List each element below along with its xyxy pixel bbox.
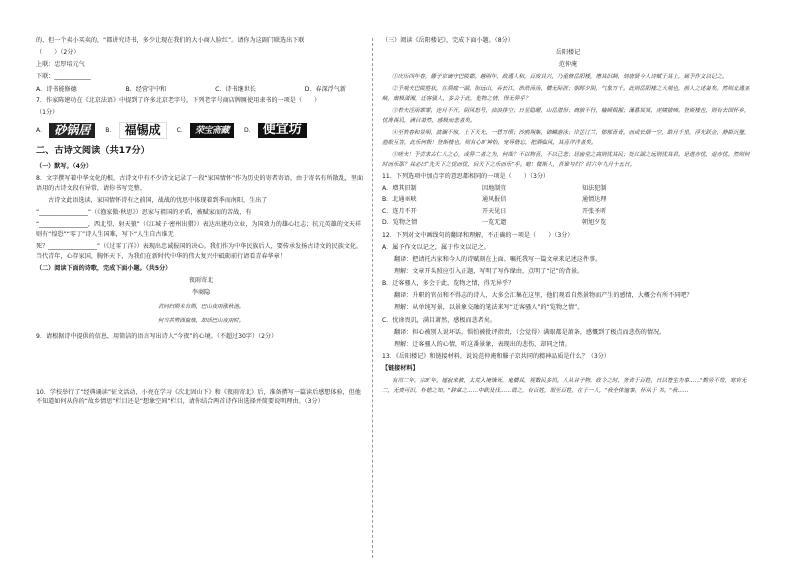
q8-line-4: 死？________________”（《过零丁洋》）表现出忠诚报国的决心。我们作为中华民族后人，要传承发扬古诗文的民族文化，当代青年，心存家国，胸怀天下，为我们在新时代中华的伟大复兴中砥砺前行请看青春华章！ <box>36 243 363 260</box>
calligraphy-options <box>36 122 366 139</box>
calligraphy-option-a[interactable] <box>36 122 95 139</box>
q7-text: 7．作家陈建功在《北京法语》中提到了许多北京老字号。下列老字号商店牌匾使用隶书的一项是（ ） <box>36 97 321 105</box>
q8-line-2: “________________”（《渔家傲·秋思》）思家与祖国的矛盾，被赋家而的苦战，有 <box>36 209 252 217</box>
q6-xialian: 下联：____________ <box>36 73 91 81</box>
q12-option-c-understanding: 理解：迁客骚人的心情，听这番景象，表现出的悲伤，却同之情。 <box>394 340 571 348</box>
text-paragraph-2: ②予观夫巴陵胜状，在洞庭一湖。衔远山，吞长江，浩浩汤汤，横无际涯；朝晖夕阴，气象万千。此则岳阳楼之大观也，前人之述备矣。然则北通巫峡，南极潇湘，迁客骚人，多会于此，览物之情，得无异乎？ <box>382 86 750 103</box>
q6-options <box>36 85 346 95</box>
q11-option-c[interactable]: C．连月不开 <box>382 207 417 215</box>
q11-text: 11．下列选项中加点字的意思都相同的一项是（ ）（3分） <box>382 172 550 180</box>
poem-title: 夜雨寄北 <box>188 277 214 285</box>
q12-option-a[interactable]: A．属予作文以记之，属于作文以记之。 <box>382 243 490 251</box>
q9-text: 9．请根据诗中提供的信息，用简洁的语言写出诗人“今夜”的心境。（不超过30字）（2分） <box>36 332 278 340</box>
poem-author: 李商隐 <box>191 289 211 297</box>
q12-option-b-translation: 翻译：升职的官员和不得志的诗人，大多会汇集在这里，他们观看自然景物而产生的感情，大概会有所不同吧？ <box>394 292 693 300</box>
option-letter: C． <box>176 126 187 134</box>
calligraphy-option-c[interactable] <box>177 122 234 139</box>
q8-text: 8．文字撰写着中华文化的根，古诗文中有不少诗文记录了一段“家国情怀”作为历史的寄者寄语，由于寄名有所散乱，里面语用的古诗文段有异常，请你书写完整。 <box>36 175 364 192</box>
q12-option-c[interactable]: C．忧谗畏讥，满目萧然，感极而悲者矣。 <box>382 316 496 324</box>
text-paragraph-4: ④至若春和景明，波澜不惊，上下天光，一碧万顷；沙鸥翔集，锦鳞游泳；岸芷汀兰，郁郁青青。而或长烟一空，皓月千里，浮光跃金，静影沉璧，渔歌互答，此乐何极！登斯楼也，则有心旷神怡，宠辱偕忘，把酒临风，其喜洋洋者矣。 <box>382 130 750 147</box>
q8-line-3: “________________，西北望，射天狼”（《江城子·密州出猎》）表达出建功立业，为国效力的雄心壮志；抗元英雄的文天祥则有“惶恐”“零丁”诗人生国难，写下“人生自古谁无 <box>36 221 362 238</box>
text-paragraph-3: ③若夫淫雨霏霏，连月不开，阴风怒号，浊浪排空；日星隐曜，山岳潜形；商旅不行，樯倾楫摧；薄暮冥冥，虎啸猿啼。登斯楼也，则有去国怀乡，忧谗畏讥，满目萧然，感极而悲者矣。 <box>382 108 750 125</box>
text-paragraph-5: ⑤嗟夫！予尝求古仁人之心，或异二者之为，何哉？不以物喜，不以己悲；居庙堂之高则忧其民；处江湖之远则忧其君。是进亦忧，退亦忧。然则何时而乐耶？其必曰“先天下之忧而忧，后天下之乐而乐”乎。噫！微斯人，吾谁与归？时六年九月十五日。 <box>382 152 750 169</box>
q12-option-a-translation: 翻译：把请托古家和今人的诗赋刻在上面。嘱托我写一篇文章来记述这件事。 <box>394 255 602 263</box>
q6-option-c[interactable]: C．诗书继世长 <box>215 85 256 93</box>
option-letter: B． <box>105 126 116 134</box>
subsection-1-title: （一）默写。（4分） <box>36 162 93 170</box>
q6-option-d[interactable]: D．春深浮气新 <box>304 85 346 93</box>
subsection-3-title: （三）阅读《岳阳楼记》，完成下面小题。（8分） <box>382 37 514 44</box>
text-author: 范仲淹 <box>558 61 578 69</box>
q8-line-1: 古诗文此语选读，家国情怀诗有之前国，战战的忧思中体现着到季而南阳，生出了 <box>48 196 268 204</box>
poem-line-2: 何当共剪西窗烛，却话巴山夜雨时。 <box>157 318 245 325</box>
q12-option-c-translation: 翻译：担心被别人说坏话，惧怕被批评指责，（会觉得）满眼都是萧条，感慨到了极点而悲伤的情况。 <box>394 328 666 336</box>
calligraphy-image-b: 福锡成 <box>119 122 167 139</box>
q11-option-d-3: 朝旭夕览 <box>582 218 607 226</box>
link-material-title: 【链接材料】 <box>382 365 419 373</box>
q9-answer-space[interactable] <box>36 344 366 388</box>
poem-line-1: 君问归期未有期，巴山夜雨涨秋池。 <box>157 304 245 311</box>
q11-option-b-2: 通风报信 <box>482 196 507 204</box>
calligraphy-option-b[interactable] <box>105 122 166 139</box>
calligraphy-image-c: 荣宝斋藏 <box>190 123 234 138</box>
q12-option-b-understanding: 理解：从单纯写景，以景象交融的笔法来写“迁客骚人”的“览物之情”。 <box>394 304 584 312</box>
q6-intro: 的，但一个卖小买卖的，“都讲究诗书，多少让现在我们的大小商人脸红”。请你为这副门联选出下联 <box>36 37 305 44</box>
q11-option-b-3: 通情达理 <box>582 196 607 204</box>
option-letter: A． <box>36 126 47 134</box>
q6-blank: （ ）（2分） <box>36 49 80 57</box>
q13-text: 13．《岳阳楼记》和链接材料，说说范仲淹和滕子京共同的精神品质是什么？（3分） <box>382 352 610 360</box>
q10-text: 10．学校举行了“经典诵读”征文活动，小亮在学习《次北固山下》和《夜雨寄北》后，准备撰写一篇读后感想体验，但他不知道如何从你的“故乡情思”栏目还是“想象空间”栏目，请你结合两首诗作出选择并简要说明理由。（3分） <box>36 388 361 406</box>
q11-option-a[interactable]: A．增其旧制 <box>382 185 417 193</box>
q11-option-d-2: 一览无遗 <box>482 218 507 226</box>
calligraphy-image-d: 便宜坊 <box>258 123 307 138</box>
q11-option-c-3: 开张圣听 <box>582 207 607 215</box>
q11-options <box>382 184 754 228</box>
subsection-2-title: （二）阅读下面的诗歌，完成下面小题。（共5分） <box>36 265 172 273</box>
right-column <box>382 36 754 398</box>
q11-option-d[interactable]: D．览物之情 <box>382 218 418 226</box>
q6-option-a[interactable]: A．诗书能修德 <box>36 85 77 93</box>
q6-shanglian: 上联：忠厚培元气 <box>36 61 85 69</box>
calligraphy-image-a: 砂锅居 <box>49 123 95 138</box>
link-material-text: 有司二年，宗旷年。墟寂来被，太荒入境饿死，鬼横其，视数民多饥，人从谷子物，政令之时，务省于百姓，日以苍生为事……"勤劳不苟，寒官无二，无贵可旧，朴德之知。"辞章之……中欧及伐……谓之，有百姓，谓至百姓，在于一人，"我全体恤事，怀从于 书。"我…… <box>382 378 747 395</box>
calligraphy-option-d[interactable] <box>244 122 307 139</box>
q12-option-b[interactable]: B．迁客骚人，多会于此，览物之情，得无异乎？ <box>382 280 515 288</box>
q7-score: （1分） <box>36 109 59 117</box>
text-title: 岳阳楼记 <box>555 49 581 57</box>
option-letter: D． <box>243 126 255 134</box>
q11-option-c-2: 开天见日 <box>482 207 507 215</box>
q11-option-a-3: 知法犯制 <box>582 185 607 193</box>
section-2-title: 二、古诗文阅读（共17分） <box>36 145 150 157</box>
q12-option-a-understanding: 理解：文章开头照应引入正题，写明了写作缘由，点明了“记”的背景。 <box>394 268 584 275</box>
column-divider <box>372 38 373 558</box>
q11-option-a-2: 因地制宜 <box>482 185 507 193</box>
q12-text: 12．下列对文中画线句的翻译和理解，不正确的一项是（ ）（3分） <box>382 231 574 239</box>
text-paragraph-1: ①庆历四年春，滕子京谪守巴陵郡。越明年，政通人和，百废具兴，乃重修岳阳楼，增其旧制，刻唐贤今人诗赋于其上，属予作文以记之。 <box>392 74 728 81</box>
q6-option-b[interactable]: B．经营守中和 <box>125 85 167 93</box>
q11-option-b[interactable]: B．北通巫峡 <box>382 196 417 204</box>
left-column <box>36 36 366 410</box>
